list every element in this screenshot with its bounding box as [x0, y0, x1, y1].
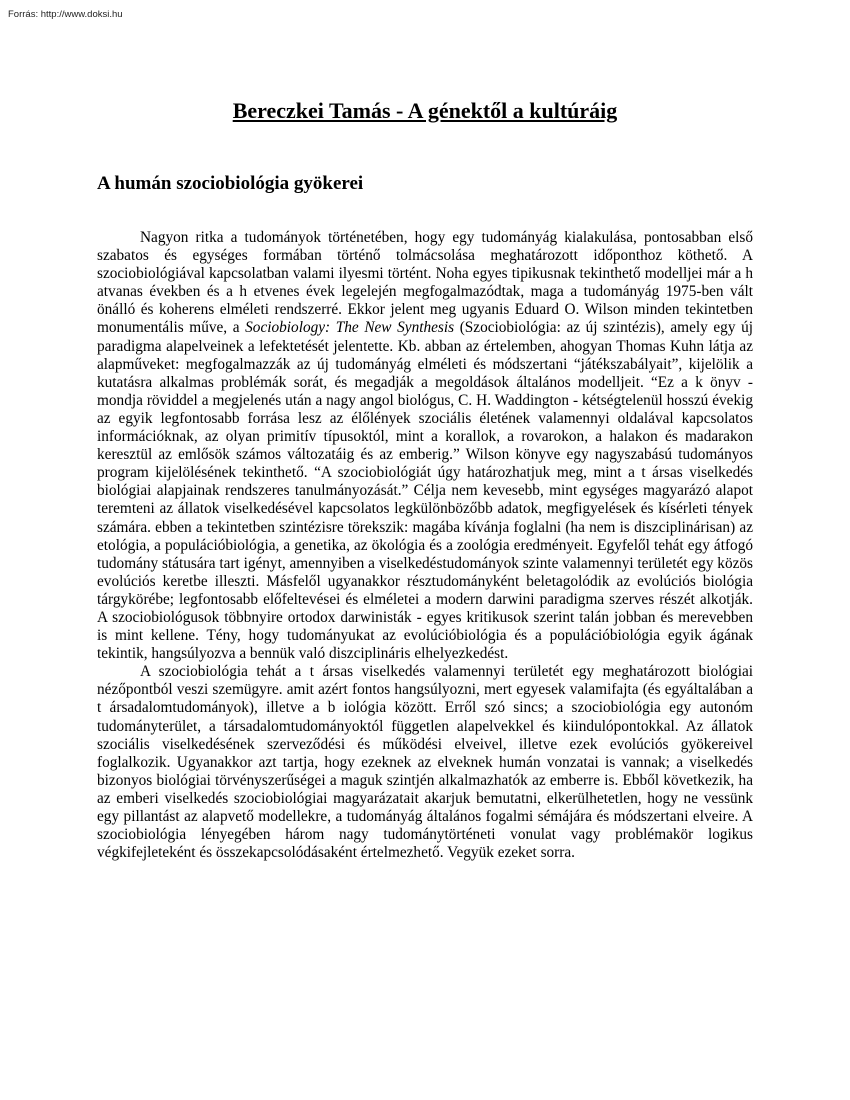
paragraph-1: [97, 229, 753, 663]
paragraph-1-part-2: (Szociobiológia: az új szintézis), amely egy új paradigma alapelveinek a lefektetését jelentette. Kb. abban az értelemben, ahogyan Thomas Kuhn látja az alapműveket: megfogalmazzák az új tudományág elméleti és módszertani “játékszabályait”, kijelölik a kutatásra alkalmas problémák sorát, és megadják a megoldások általános modelljeit. “Ez a k önyv - mondja röviddel a megjelenés után a nagy angol biológus, C. H. Waddington - kétségtelenül hosszú évekig az egyik legfontosabb forrása lesz az élőlények szociális életének valamennyi oldalával kapcsolatos információknak, az olyan primitív típusoktól, mint a korallok, a rovarokon, a halakon és madarakon keresztül az emlősök számos változatáig és az emberig.” Wilson könyve egy nagyszabású tudományos program kijelölésének tekinthető. “A szociobiológiát úgy határozhatjuk meg, mint a t ársas viselkedés biológiai alapjainak rendszeres tanulmányozását.” Célja nem kevesebb, mint egységes magyarázó alapot teremteni az állatok viselkedésével kapcsolatos legkülönbözőbb adatok, megfigyelések és kísérleti tények számára. ebben a tekintetben szintézisre törekszik: magába kívánja foglalni (ha nem is diszciplinárisan) az etológia, a populációbiológia, a genetika, az ökológia és a zoológia eredményeit. Egyfelől tehát egy átfogó tudomány státusára tart igényt, amennyiben a viselkedéstudományok szinte valamennyi területét egy közös evolúciós keretbe illeszti. Másfelől ugyanakkor résztudományként beletagolódik az evolúciós biológia tárgykörébe; legfontosabb előfeltevései és elméletei a modern darwini paradigma szerves részét alkotják. A szociobiológusok többnyire ortodox darwinisták - egyes kritikusok szerint talán jobban és merevebben is mint kellene. Tény, hogy tudományukat az evolúcióbiológia és a populációbiológia egyik ágának tekintik, hangsúlyozva a bennük való diszciplináris elhelyezkedést.: [97, 319, 753, 663]
paragraph-1-part-1: Nagyon ritka a tudományok történetében, hogy egy tudományág kialakulása, pontosabban első szabatos és egységes formában történő tolmácsolása meghatározott időponthoz köthető. A szociobiológiával kapcsolatban valami ilyesmi történt. Noha egyes tipikusnak tekinthető modelljei már a h atvanas években és a h etvenes évek legelején megfogalmazódtak, maga a tudományág 1975-ben vált önálló és koherens elméleti rendszerré. Ekkor jelent meg ugyanis Eduard O. Wilson minden tekintetben monumentális műve, a: [97, 229, 753, 337]
source-label: Forrás: http://www.doksi.hu: [8, 9, 123, 20]
document-title: Bereczkei Tamás - A génektől a kultúráig: [232, 98, 618, 123]
book-title: Sociobiology: The New Synthesis: [245, 319, 455, 337]
body-text: [97, 229, 753, 862]
paragraph-2: A szociobiológia tehát a t ársas viselkedés valamennyi területét egy meghatározott biológiai nézőpontból veszi szemügyre. amit azért fontos hangsúlyozni, mert egyesek valamifajta (és egyáltalában a t ársadalomtudományok), illetve a b iológia között. Erről szó sincs; a szociobiológia egy autonóm tudományterület, a társadalomtudományoktól független alapelvekkel és kiindulópontokkal. Az állatok szociális viselkedésének szerveződési és működési elveivel, illetve ezek evolúciós gyökereivel foglalkozik. Ugyanakkor azt tartja, hogy ezeknek az elveknek humán vonzatai is vannak; a viselkedés bizonyos biológiai törvényszerűségei a maguk szintjén alkalmazhatók az emberre is. Ebből következik, ha az emberi viselkedés szociobiológiai magyarázatait akarjuk bemutatni, elkerülhetetlen, hogy ne vessünk egy pillantást az alapvető modellekre, a tudományág általános fogalmi sémájára és módszertani elveire. A szociobiológia lényegében három nagy tudománytörténeti vonulat vagy problémakör logikus végkifejleteként és összekapcsolódásaként értelmezhető. Vegyük ezeket sorra.: [97, 663, 753, 862]
section-heading: A humán szociobiológia gyökerei: [97, 173, 364, 194]
